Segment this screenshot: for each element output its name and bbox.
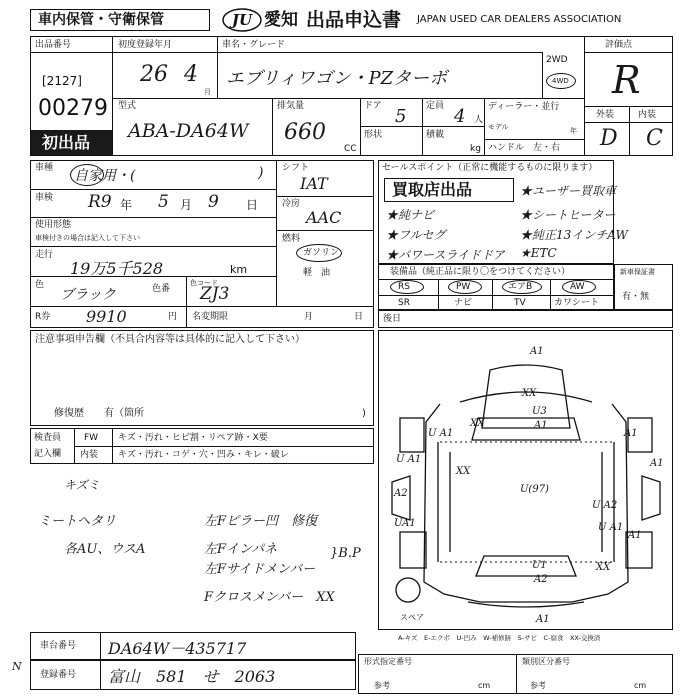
displacement-value: 660: [284, 120, 326, 145]
divider: [276, 196, 374, 197]
chassis-value: DA64W－435717: [108, 639, 247, 658]
margin-mark-n: N: [12, 660, 22, 673]
mark-18: A1: [536, 614, 550, 625]
divider: [629, 106, 630, 156]
warranty-options: 有・無: [622, 292, 650, 302]
divider: [30, 306, 374, 307]
mark-2: U3: [532, 406, 547, 417]
model-year-label: モデル: [488, 123, 509, 131]
inspection-era: R9: [88, 192, 112, 212]
interior-label: 内装: [638, 110, 657, 120]
mileage-value: 19万5千528: [70, 259, 164, 278]
note-kizumi: キズミ: [64, 478, 100, 492]
note-sidemember: 左Fサイドメンバー: [204, 562, 316, 577]
mark-6: A1: [624, 428, 638, 439]
equip-navi: ナビ: [454, 298, 473, 308]
spec-cm: cm: [478, 681, 491, 690]
divider: [217, 52, 542, 53]
first-listing-label: 初出品: [42, 133, 91, 152]
equip-sr: SR: [398, 298, 410, 308]
exterior-grade: D: [600, 126, 618, 151]
spec-ref-label: 形式指定番号: [364, 657, 412, 666]
lot-no-label: 出品番号: [35, 40, 72, 50]
divider: [550, 279, 551, 310]
note-au: 各AU、ウスA: [64, 542, 146, 557]
mark-11: A2: [394, 488, 408, 499]
mark-13: U A2: [592, 500, 618, 511]
model-name: エブリィワゴン・PZターボ: [226, 68, 448, 89]
displacement-label: 排気量: [277, 101, 305, 111]
equip-airbag: エアB: [508, 282, 533, 292]
divider: [484, 139, 584, 140]
inspection-month-unit: 月: [180, 198, 193, 212]
recycle-label: R券: [35, 312, 51, 322]
divider: [272, 98, 273, 156]
sales-point-2: ★純ナビ: [386, 208, 435, 222]
inspection-day: 9: [208, 192, 219, 212]
drive-2wd: 2WD: [546, 55, 568, 65]
usage-close: ): [258, 165, 264, 181]
inspection-day-unit: 日: [246, 198, 259, 212]
interior-grade: C: [646, 126, 663, 151]
note-pillar: 左Fピラー凹 修復: [204, 514, 318, 529]
fuel-gasoline: ガソリン: [303, 248, 340, 258]
note-inpane: 左Fインパネ: [204, 542, 278, 557]
inspector-label: 検査員: [34, 433, 62, 443]
plate-label: 登録番号: [40, 670, 77, 680]
divider: [186, 306, 187, 328]
sales-point-4: ★フルセグ: [386, 228, 446, 242]
usage-form-note: 車検付きの場合は記入して下さい: [35, 234, 140, 242]
equipment-label: 装備品（純正品に限り〇をつけてください）: [390, 267, 571, 277]
aichi-label: 愛知: [264, 10, 298, 30]
divider: [186, 276, 187, 306]
drive-4wd: 4WD: [552, 77, 569, 85]
note-seat: ミートヘタリ: [38, 514, 117, 529]
divider: [360, 98, 361, 156]
dealer-label: ディーラー・並行: [488, 102, 560, 112]
equip-rs: RS: [398, 282, 410, 292]
lot-number: 00279: [38, 96, 108, 121]
mark-19: XX: [596, 562, 611, 573]
car-diagram: [380, 332, 671, 628]
divider: [276, 160, 277, 306]
mark-3: A1: [534, 420, 548, 431]
type-code: ABA-DA64W: [128, 120, 249, 142]
chassis-label: 車台番号: [40, 641, 77, 651]
damage-legend: A-キズ E-エクボ U-凹み W-補修跡 S-サビ C-腐食 XX-交換済: [398, 634, 601, 642]
color-code: ZJ3: [200, 284, 230, 304]
name-change-label: 名変期限: [192, 312, 229, 322]
first-reg-year: 26: [140, 62, 168, 87]
eval-score: R: [612, 58, 641, 102]
mark-16: U1: [532, 560, 547, 571]
class-ref-label: 類別区分番号: [522, 657, 570, 666]
divider: [112, 36, 113, 156]
inspection-label: 車検: [35, 193, 54, 203]
shift-value: IAT: [300, 174, 328, 193]
mark-0: A1: [530, 346, 544, 357]
divider: [422, 98, 423, 156]
usage-form-label: 使用形態: [35, 220, 72, 230]
divider: [30, 246, 276, 247]
first-reg-label: 初度登録年月: [118, 40, 173, 50]
aircon-label: 冷房: [282, 199, 301, 209]
top-section-frame: [30, 36, 673, 156]
color-code-label: 色コード: [190, 279, 218, 287]
divider: [438, 279, 439, 310]
divider: [276, 230, 374, 231]
mark-5: U A1: [428, 428, 454, 439]
logo-text: JU: [231, 11, 253, 29]
sales-point-7: ★ETC: [520, 246, 557, 260]
note-bp: }B.P: [330, 546, 361, 561]
later-frame: [378, 310, 673, 328]
capacity-value: 4: [454, 106, 466, 127]
mark-10: U(97): [520, 484, 549, 495]
divider: [100, 660, 101, 690]
note-crossmember: Fクロスメンバー XX: [204, 590, 335, 605]
inside-line: キズ・汚れ・コゲ・穴・凹み・キレ・破レ: [118, 450, 289, 460]
inspection-month: 5: [158, 192, 169, 212]
repair-history-label: 修復歴 有（箇所: [54, 408, 144, 419]
mark-8: XX: [456, 466, 471, 477]
storage-label: 車内保管・守衛保管: [38, 12, 164, 28]
divider: [100, 632, 101, 660]
mileage-label: 走行: [35, 250, 54, 260]
divider: [360, 126, 484, 127]
equip-kawa: カワシート: [554, 298, 600, 308]
door-count: 5: [395, 106, 407, 127]
repair-close: ): [362, 408, 366, 419]
divider: [378, 295, 614, 296]
fuel-diesel: 軽 油: [303, 268, 331, 278]
divider: [112, 98, 584, 99]
name-change-month: 月: [304, 312, 314, 322]
persons-unit: 人: [474, 115, 484, 125]
buyback-title: 買取店出品: [392, 180, 473, 199]
equip-pw: PW: [456, 282, 471, 292]
divider: [30, 52, 112, 53]
model-grade-label: 車名・グレード: [222, 40, 286, 50]
yen-unit: 円: [168, 312, 178, 322]
shape-label: 形状: [364, 130, 383, 140]
mark-1: XX: [522, 388, 537, 399]
mark-17: A2: [534, 574, 548, 585]
divider: [584, 36, 585, 156]
capacity-label: 定員: [426, 101, 445, 111]
divider: [542, 52, 543, 98]
first-reg-month: 4: [184, 62, 198, 87]
divider: [584, 52, 673, 53]
form-title: 出品申込書: [306, 9, 402, 31]
divider: [30, 217, 276, 218]
color-value: ブラック: [60, 287, 116, 303]
mark-9: A1: [650, 458, 664, 469]
mark-12: UA1: [394, 518, 416, 529]
ju-logo: [222, 8, 262, 32]
recycle-amount: 9910: [86, 307, 127, 326]
class-ref2-label: 参考: [530, 681, 546, 690]
divider: [484, 98, 485, 156]
divider: [112, 52, 217, 53]
kg-unit: kg: [470, 144, 481, 154]
spec-ref2-label: 参考: [374, 681, 390, 690]
later-label: 後日: [383, 314, 402, 324]
inside-label: 内装: [80, 450, 99, 460]
sales-point-1: ★ユーザー買取車: [520, 184, 617, 198]
month-unit-small: 月: [204, 88, 211, 96]
equip-tv: TV: [514, 298, 526, 308]
warranty-label: 新車保証書: [620, 268, 655, 276]
sales-point-6: ★パワースライドドア: [386, 248, 505, 262]
entry-label: 記入欄: [34, 449, 62, 459]
eval-label: 評価点: [605, 40, 633, 50]
load-label: 積載: [426, 130, 445, 140]
sales-point-3: ★シートヒーター: [520, 208, 616, 222]
spare-label: スペア: [400, 613, 424, 622]
door-label: ドア: [364, 101, 382, 111]
cc-unit: CC: [344, 144, 357, 154]
divider: [492, 279, 493, 310]
type-label: 型式: [118, 101, 137, 111]
plate-value: 富山 581 せ 2063: [108, 667, 276, 686]
exterior-label: 外装: [596, 110, 615, 120]
divider: [516, 654, 517, 694]
fw-line: キズ・汚れ・ヒビ割・リペア跡・X要: [118, 433, 268, 443]
equip-aw: AW: [570, 282, 585, 292]
usage-label: 車種: [35, 163, 54, 173]
divider: [74, 446, 374, 447]
divider: [30, 276, 276, 277]
lot-prefix: [2127]: [42, 74, 82, 88]
handle-label: ハンドル 左・右: [488, 143, 561, 153]
aircon-value: AAC: [306, 208, 342, 227]
mark-15: A1: [628, 530, 642, 541]
divider: [584, 122, 673, 123]
sales-point-5: ★純正13インチAW: [520, 228, 628, 242]
year-unit-small: 年: [570, 127, 577, 135]
fuel-label: 燃料: [282, 234, 301, 244]
color-label: 色: [35, 280, 45, 290]
mark-4: XX: [470, 418, 485, 429]
shift-label: シフト: [282, 163, 310, 173]
mark-7: U A1: [396, 454, 422, 465]
mark-14: U A1: [598, 522, 624, 533]
association-name: JAPAN USED CAR DEALERS ASSOCIATION: [417, 14, 622, 25]
class-cm: cm: [634, 681, 647, 690]
divider: [30, 189, 276, 190]
notes-label: 注意事項申告欄（不具合内容等は具体的に記入して下さい）: [35, 334, 305, 345]
km-unit: km: [230, 263, 248, 276]
inspection-year-unit: 年: [120, 198, 133, 212]
divider: [217, 36, 218, 98]
name-change-day: 日: [354, 312, 364, 322]
color-no-label: 色番: [152, 284, 171, 294]
sales-points-label: セールスポイント（正常に機能するものに限ります）: [382, 163, 598, 173]
usage-value: 自家用・(: [74, 168, 136, 184]
fw-label: FW: [84, 433, 99, 443]
